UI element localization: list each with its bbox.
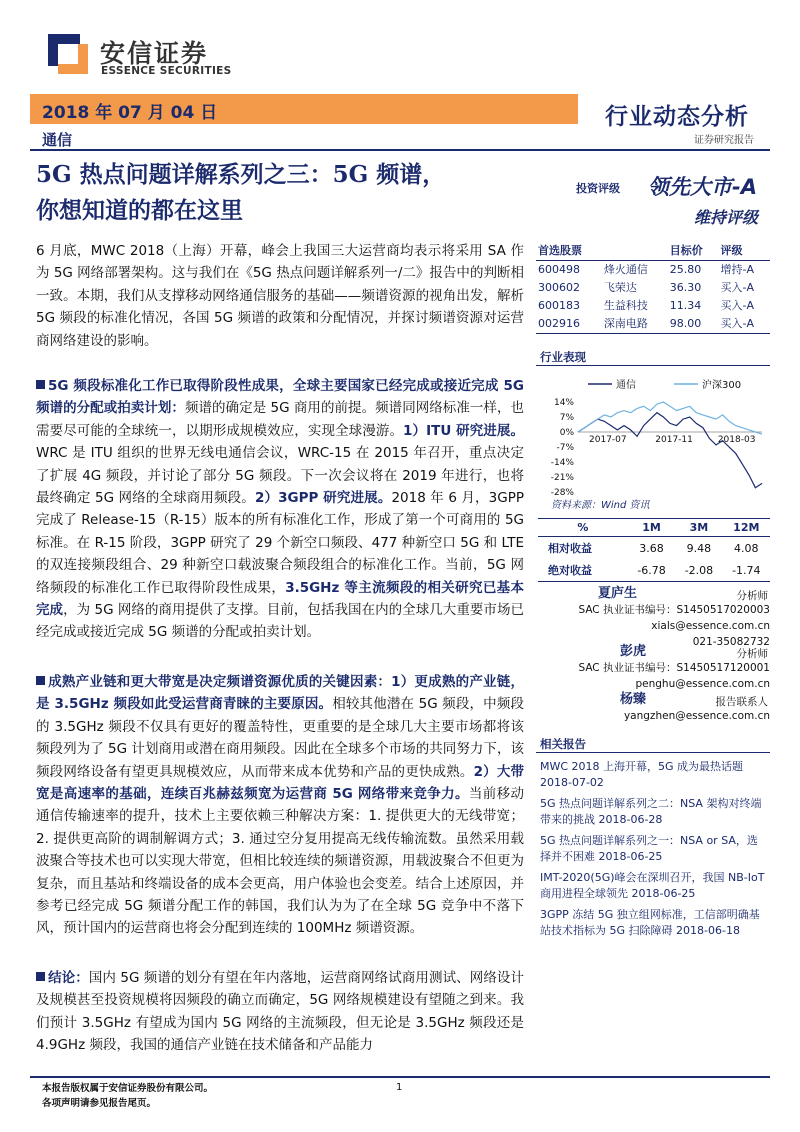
analyst-card xyxy=(540,692,770,724)
rating-value: 领先大市-A xyxy=(648,175,757,199)
table-row: 600183 生益科技 11.34 买入-A xyxy=(538,299,755,312)
footer-divider xyxy=(30,1076,770,1078)
preferred-stocks xyxy=(536,240,770,334)
performance-chart xyxy=(536,366,770,496)
footer-copyright: 本报告版权属于安信证券股份有限公司。 xyxy=(42,1083,214,1094)
series-line xyxy=(578,402,762,434)
x-tick-label: 2017-07 xyxy=(589,435,627,445)
analyst-name: 夏庐生 xyxy=(598,586,638,601)
stocks-header-name xyxy=(602,240,668,261)
x-tick-label: 2017-11 xyxy=(655,435,693,445)
table-row: 600498 烽火通信 25.80 增持-A xyxy=(538,263,755,276)
paragraph-key-factors: 成熟产业链和更大带宽是决定频谱资源优质的关键因素：1）更成熟的产业链，是 3.5GHz 频段如此受运营商青睐的主要原因。相较其他潜在 5G 频段，中频段的 3.5GHz 频段不仅具有更好的覆盖特性，更重要的是全球几大主要市场都将该频段列为了 5G 计划商用或潜在商用频段。因此在全球多个市场的共同努力下，该频段网络设备有望更具规模效应，从而带来成本优势和产品的更快成熟。2）大带宽是高速率的基础，连续百兆赫兹频宽为运营商 5G 网络带来竞争力。当前移动通信传输速率的提升，技术上主要依赖三种解决方案：1. 提供更大的无线带宽；2. 提供更高阶的调制解调方式；3. 通过空分复用提高无线传输流数。虽然采用载波聚合等技术也可以实现大带宽，但相比较连续的频谱资源，用载波聚合不但更为复杂，而且基站和终端设备的成本会更高，用户体验也会变差。结合上述原因，并参考已经完成 5G 频谱分配工作的韩国，我们认为为了在全球 5G 竞争中不落下风，预计国内的运营商也将会分配到连续的 100MHz 频谱资源。 xyxy=(36,674,525,937)
rating-keep: 维持评级 xyxy=(694,208,759,227)
brand-name-en: ESSENCE SECURITIES xyxy=(101,65,232,77)
returns-table: % 1M 3M 12M 相对收益 3.68 9.48 4.08 绝对收益 -6.78 -2.08 -1.74 xyxy=(538,518,770,582)
chart-source: 资料来源：Wind 资讯 xyxy=(551,500,650,511)
bullet-square-icon xyxy=(36,380,45,389)
related-report-link[interactable]: 5G 热点问题详解系列之二：NSA 架构对终端带来的挑战 2018-06-28 xyxy=(540,797,762,826)
analyst-email[interactable]: yangzhen@essence.com.cn xyxy=(623,710,770,722)
rating-label: 投资评级 xyxy=(576,182,620,195)
bullet-square-icon xyxy=(36,972,45,981)
paragraph-conclusion: 结论：国内 5G 频谱的划分有望在年内落地，运营商网络试商用测试、网络设计及规模甚至投资规模将因频段的确立而确定，5G 网络规模建设有望随之到来。我们预计 3.5GHz 有望成为国内 5G 网络的主流频段，但无论是 3.5GHz 频段还是 4.9GHz 频段，我国的通信产业链在技术储备和产品能力 xyxy=(36,970,524,1054)
related-report-link[interactable]: 3GPP 冻结 5G 独立组网标准，工信部明确基站技术指标为 5G 扫除障碍 2018-06-18 xyxy=(540,908,760,937)
x-tick-label: 2018-03 xyxy=(717,435,756,445)
y-tick-label: 7% xyxy=(559,413,574,423)
stocks-table xyxy=(536,240,770,334)
analyst-card: 彭虎 分析师 SAC 执业证书编号：S1450517120001 penghu@essence.com.cn xyxy=(540,644,770,692)
analyst-name: 杨臻 xyxy=(620,692,647,707)
legend-label: 通信 xyxy=(616,380,636,391)
intro-paragraph: 6 月底，MWC 2018（上海）开幕，峰会上我国三大运营商均表示将采用 SA 作为 5G 网络部署架构。这与我们在《5G 热点问题详解系列一/二》报告中的判断相一致。本期，我们从支撑移动网络通信服务的基础——频谱资源的视角出发，解析 5G 频段的标准化情况，各国 5G 频谱的政策和分配情况，并探讨频谱资源对运营商网络建设的影响。 xyxy=(36,243,524,349)
analyst-name: 彭虎 xyxy=(620,644,647,659)
bullet-square-icon xyxy=(36,676,45,685)
stocks-header-code: 首选股票 xyxy=(536,240,602,261)
related-report-link[interactable]: MWC 2018 上海开幕，5G 成为最热话题 2018-07-02 xyxy=(540,760,744,789)
essence-logo-icon xyxy=(44,30,92,78)
table-row: 002916 深南电路 98.00 买入-A xyxy=(536,315,770,334)
report-subtype: 证券研究报告 xyxy=(694,135,754,146)
y-tick-label: -7% xyxy=(556,443,574,453)
y-tick-label: 0% xyxy=(559,428,574,438)
perf-title: 行业表现 xyxy=(536,348,770,366)
analyst-role: 报告联系人 xyxy=(715,696,768,708)
table-row: 300602 飞荣达 36.30 买入-A xyxy=(538,281,755,294)
sector-label: 通信 xyxy=(42,131,73,149)
stocks-header-target: 目标价 xyxy=(668,240,719,261)
y-tick-label: -14% xyxy=(550,458,574,468)
industry-performance xyxy=(536,348,770,496)
para2-heading: 成熟产业链和更大带宽是决定频谱资源优质的关键因素：1）更成熟的产业链，是 3.5GHz 频段如此受运营商青睐的主要原因。 xyxy=(36,674,524,713)
analyst-card: 夏庐生 分析师 SAC 执业证书编号：S1450517020003 xials@essence.com.cn 021-35082732 xyxy=(540,586,770,650)
analyst-role: 分析师 xyxy=(736,590,768,602)
header-divider xyxy=(30,149,770,151)
analyst-email[interactable]: penghu@essence.com.cn xyxy=(635,678,770,690)
series-line xyxy=(578,413,762,488)
para3-heading: 结论： xyxy=(48,970,89,986)
analyst-role: 分析师 xyxy=(736,648,768,660)
y-tick-label: -28% xyxy=(550,488,574,496)
related-title: 相关报告 xyxy=(536,735,770,753)
y-tick-label: 14% xyxy=(553,398,574,408)
brand-name-cn: 安信证券 xyxy=(100,39,209,68)
page-title xyxy=(36,157,576,229)
footer-disclaimer: 各项声明请参见报告尾页。 xyxy=(42,1098,157,1109)
paragraph-standardization: 5G 频段标准化工作已取得阶段性成果，全球主要国家已经完成或接近完成 5G 频谱的分配或拍卖计划：频谱的确定是 5G 商用的前提。频谱同网络标准一样，也需要尽可能的全球统一，以期形成规模效应，实现全球漫游。1）ITU 研究进展。WRC 是 ITU 组织的世界无线电通信会议，WRC-15 在 2015 年召开，重点决定了扩展 4G 频段，并讨论了部分 5G 频段。下一次会议将在 2019 年进行，也将最终确定 5G 网络的全球商用频段。2）3GPP 研究进展。2018 年 6 月，3GPP 完成了 Release-15（R-15）版本的所有标准化工作，形成了第一个可商用的 5G 标准。在 R-15 阶段，3GPP 研究了 29 个新空口频段、477 种新空口 5G 和 LTE 的双连接频段组合、29 种新空口载波聚合频段组合的标准化工作。当前，5G 网络频段的标准化工作已取得阶段性成果，3.5GHz 等主流频段的相关研究已基本完成，为 5G 网络的商用提供了支撑。目前，包括我国在内的全球几大重要市场已经完成或接近完成 5G 频谱的分配或拍卖计划。 xyxy=(36,378,525,641)
related-report-link[interactable]: 5G 热点问题详解系列之一：NSA or SA，选择并不困难 2018-06-25 xyxy=(540,834,758,863)
analyst-email[interactable]: xials@essence.com.cn xyxy=(651,620,770,632)
table-row: 绝对收益 -6.78 -2.08 -1.74 xyxy=(538,559,770,582)
title-line-1: 5G 热点问题详解系列之三：5G 频谱， xyxy=(36,161,446,188)
page-number: 1 xyxy=(396,1082,403,1093)
legend-label: 沪深300 xyxy=(702,380,742,391)
para1-heading: 5G 频段标准化工作已取得阶段性成果，全球主要国家已经完成或接近完成 5G 频谱的分配或拍卖计划： xyxy=(36,378,524,417)
report-date: 2018 年 07 月 04 日 xyxy=(42,103,218,123)
stocks-header-rating: 评级 xyxy=(719,240,770,261)
report-type: 行业动态分析 xyxy=(605,104,749,130)
title-line-2: 你想知道的都在这里 xyxy=(36,197,243,224)
y-tick-label: -21% xyxy=(550,473,574,483)
related-report-link[interactable]: IMT-2020(5G)峰会在深圳召开，我国 NB-IoT 商用进程全球领先 2018-06-25 xyxy=(540,871,765,900)
table-row: 相对收益 3.68 9.48 4.08 xyxy=(548,541,759,555)
related-reports xyxy=(536,735,770,942)
